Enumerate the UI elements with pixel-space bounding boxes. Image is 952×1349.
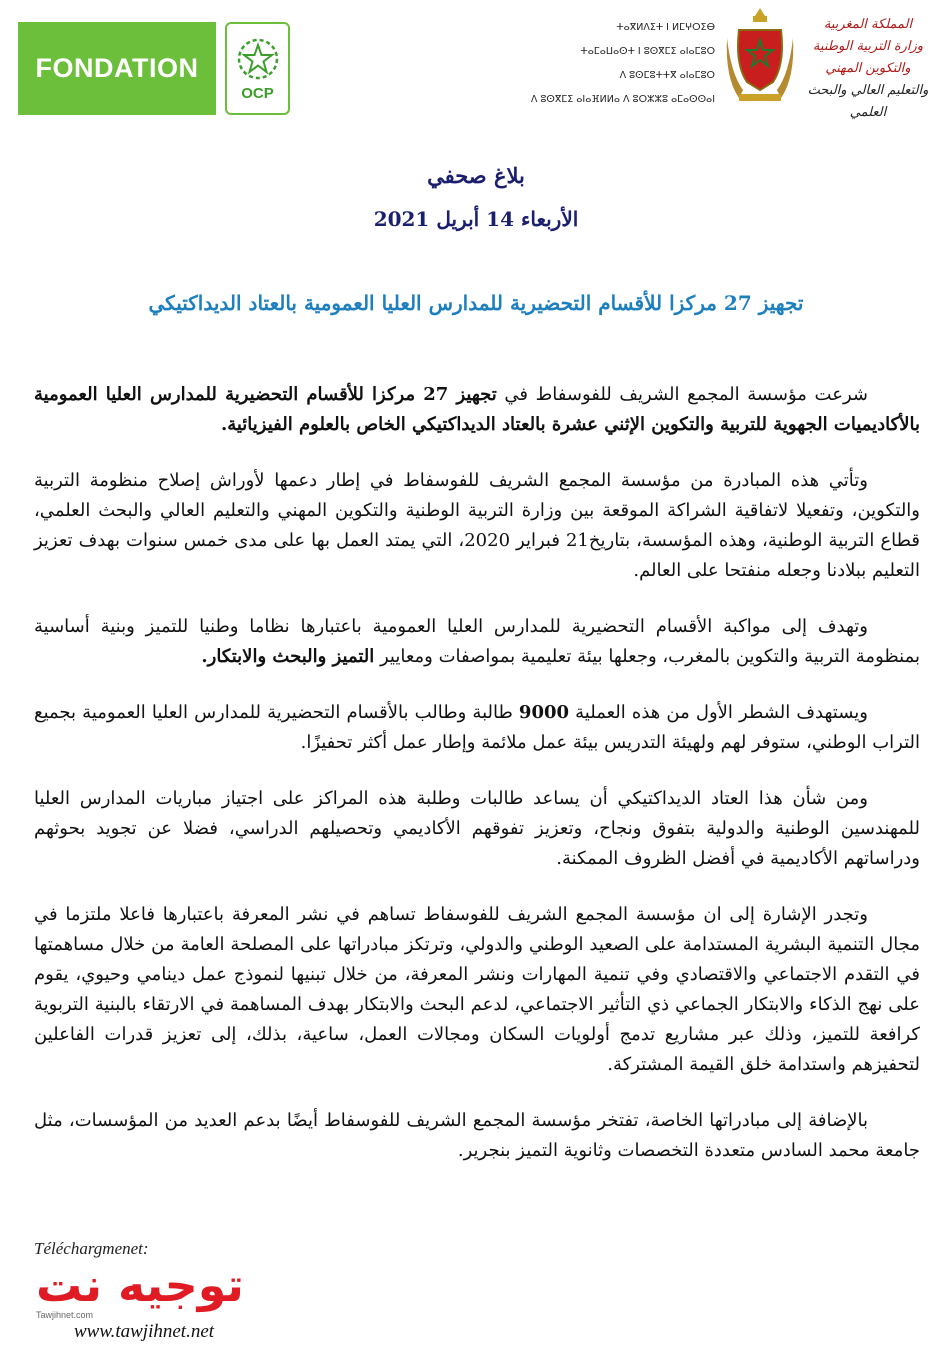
ministry-line: وزارة التربية الوطنية bbox=[812, 39, 924, 54]
paragraph-1 bbox=[34, 380, 920, 440]
tifinagh-line: ⵜⴰⵎⴰⵡⴰⵙⵜ ⵏ ⵓⵙⴳⵎⵉ ⴰⵏⴰⵎⵓⵔ bbox=[580, 46, 715, 57]
paragraph-text: ويستهدف الشطر الأول من هذه العملية bbox=[569, 702, 868, 723]
tifinagh-line: ⵜⴰⴳⵍⴷⵉⵜ ⵏ ⵍⵎⵖⵔⵉⴱ bbox=[616, 22, 715, 33]
paragraph-bold-text: التميز والبحث والابتكار. bbox=[201, 646, 375, 667]
paragraph-2: وتأتي هذه المبادرة من مؤسسة المجمع الشريف للفوسفاط في إطار دعمها لأوراش إصلاح منظومة التربية والتكوين، وتفعيلا لاتفاقية الشراكة الموقعة بين وزارة التربية الوطنية والتكوين المهني والتعليم العالي والبحث العلمي، قطاع التربية الوطنية، وهذه المؤسسة، بتاريخ21 فبراير 2020، التي يمتد العمل بها على مدى خمس سنوات بهدف تعزيز التعليم ببلادنا وجعله منفتحا على العالم. bbox=[34, 470, 920, 581]
ministry-name-arabic bbox=[798, 14, 938, 124]
paragraph-3 bbox=[34, 612, 920, 672]
paragraph-5: ومن شأن هذا العتاد الديداكتيكي أن يساعد طالبات وطلبة هذه المراكز على اجتياز مباريات المدارس العليا للمهندسين الوطنية والدولية بتفوق ونجاح، وتعزيز تفوقهم الأكاديمي وتحصيلهم الدراسي، فضلا عن تجويد بحوثهم ودراساتهم الأكاديمية في أفضل الظروف الممكنة. bbox=[34, 788, 920, 869]
moroccan-coat-of-arms-icon bbox=[725, 4, 795, 104]
fondation-logo bbox=[18, 22, 216, 115]
press-release-title: بلاغ صحفي bbox=[427, 163, 525, 188]
tawjihnet-logo-caption: Tawjihnet.com bbox=[36, 1310, 94, 1320]
ministry-line: المملكة المغربية bbox=[823, 17, 913, 32]
ocp-logo bbox=[225, 22, 290, 115]
ministry-line: والتكوين المهني bbox=[825, 61, 911, 76]
ocp-star-icon bbox=[236, 35, 280, 83]
paragraph-bold-text: تجهيز 27 مركزا للأقسام التحضيرية للمدارس العليا العمومية بالأكاديميات الجهوية للتربية والتكوين الإثني عشرة بالعتاد الديداكتيكي الخاص بالعلوم الفيزيائية. bbox=[34, 384, 920, 435]
fondation-label: FONDATION bbox=[35, 53, 199, 83]
paragraph-text: طالبة وطالب بالأقسام التحضيرية للمدارس العليا العمومية بجميع التراب الوطني، ستوفر لهم ولهيئة التدريس بيئة عمل ملائمة وإطار عمل أكثر تحفيزًا. bbox=[34, 702, 920, 753]
tifinagh-line: ⴷ ⵓⵙⵎⵓⵜⵜⴳ ⴰⵏⴰⵎⵓⵔ bbox=[619, 70, 715, 81]
ministry-line: والتعليم العالي والبحث العلمي bbox=[807, 83, 929, 120]
press-release-body bbox=[34, 380, 920, 1192]
tifinagh-line: ⴷ ⵓⵙⴳⵎⵉ ⴰⵏⴰⴼⵍⵍⴰ ⴷ ⵓⵔⵣⵣⵓ ⴰⵎⴰⵙⵙⴰⵏ bbox=[530, 94, 715, 105]
tifinagh-ministry-name bbox=[525, 16, 715, 112]
paragraph-text: شرعت مؤسسة المجمع الشريف للفوسفاط في bbox=[496, 384, 868, 405]
download-label: Téléchargmenet: bbox=[34, 1239, 149, 1258]
paragraph-4 bbox=[34, 698, 920, 758]
student-count: 9000 bbox=[518, 702, 570, 723]
tawjihnet-logo: توجيه نت bbox=[36, 1258, 244, 1312]
paragraph-6: وتجدر الإشارة إلى ان مؤسسة المجمع الشريف للفوسفاط تساهم في نشر المعرفة باعتبارها فاعلا ملتزما في مجال التنمية البشرية المستدامة على الصعيد الوطني والدولي، وترتكز مبادراتها على المصلحة العامة من خلال مساهمتها في التقدم الاجتماعي والاقتصادي وفي تنمية المهارات ونشر المعرفة، من خلال تبنيها لنموذج عمل دينامي وحيوي، يقوم على نهج الذكاء والابتكار الجماعي ذي التأثير الاجتماعي، لدعم البحث والابتكار بهدف المساهمة في الارتقاء بالبنية التربوية كرافعة للتميز، وذلك عبر مشاريع تدمج أولويات السكان ومجالات العمل، ساعية، بذلك، إلى تعزيز قدرات الفاعلين لتحفيزهم واستدامة خلق القيمة المشتركة. bbox=[34, 904, 920, 1075]
ocp-label: OCP bbox=[241, 85, 274, 102]
paragraph-text: وتهدف إلى مواكبة الأقسام التحضيرية للمدارس العليا العمومية باعتبارها نظاما وطنيا للتميز وبنية أساسية بمنظومة التربية والتكوين بالمغرب، وجعلها بيئة تعليمية بمواصفات ومعايير bbox=[34, 616, 920, 667]
press-release-date: الأربعاء 14 أبريل 2021 bbox=[373, 207, 579, 231]
website-link[interactable]: www.tawjihnet.net bbox=[74, 1321, 215, 1342]
press-release-headline: تجهيز 27 مركزا للأقسام التحضيرية للمدارس العليا العمومية بالعتاد الديداكتيكي bbox=[148, 291, 804, 315]
paragraph-7: بالإضافة إلى مبادراتها الخاصة، تفتخر مؤسسة المجمع الشريف للفوسفاط أيضًا بدعم العديد من المؤسسات، مثل جامعة محمد السادس متعددة التخصصات وثانوية التميز بنجرير. bbox=[34, 1110, 920, 1161]
